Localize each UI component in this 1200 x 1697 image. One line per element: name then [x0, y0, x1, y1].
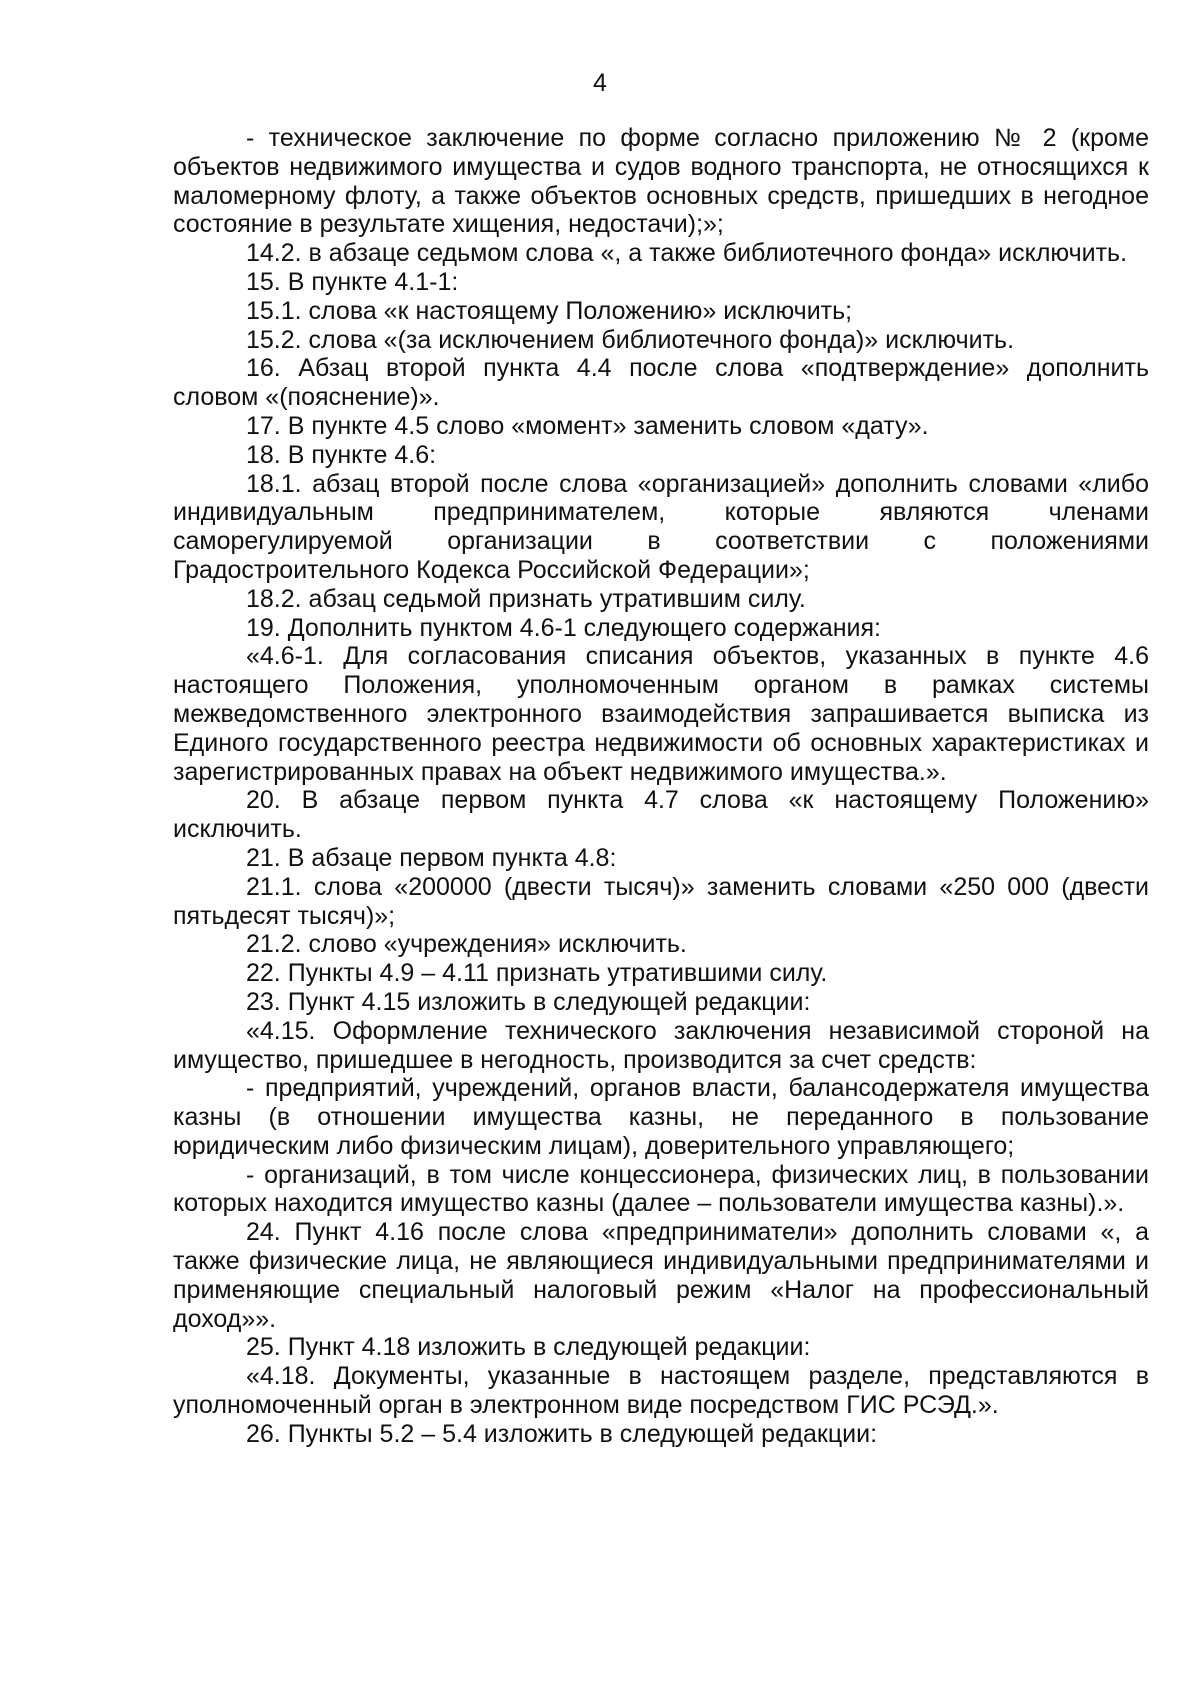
- page-number: 4: [593, 69, 607, 97]
- paragraph: 24. Пункт 4.16 после слова «предприниматели» дополнить словами «, а также физические лица, не являющиеся индивидуальными предпринимателями и применяющие специальный налоговый режим «Налог на профессиональный доход»».: [173, 1218, 1149, 1333]
- paragraph: - предприятий, учреждений, органов власти, балансодержателя имущества казны (в отношении имущества казны, не переданного в пользование юридическим либо физическим лицам), доверительного управляющего;: [173, 1074, 1149, 1160]
- paragraph: 18.1. абзац второй после слова «организацией» дополнить словами «либо индивидуальным предпринимателем, которые являются членами саморегулируемой организации в соответствии с положениями Градостроительного Кодекса Российской Федерации»;: [173, 469, 1149, 584]
- paragraph: 16. Абзац второй пункта 4.4 после слова «подтверждение» дополнить словом «(пояснение)».: [173, 354, 1149, 412]
- paragraph: 17. В пункте 4.5 слово «момент» заменить словом «дату».: [246, 411, 929, 440]
- paragraph: «4.15. Оформление технического заключения независимой стороной на имущество, пришедшее в негодность, производится за счет средств:: [173, 1016, 1149, 1074]
- paragraph: 25. Пункт 4.18 изложить в следующей редакции:: [246, 1333, 811, 1362]
- paragraph: 15.2. слова «(за исключением библиотечного фонда)» исключить.: [246, 325, 1015, 354]
- paragraph: 15.1. слова «к настоящему Положению» исключить;: [246, 296, 853, 325]
- document-body: [173, 124, 1149, 1449]
- paragraph: 15. В пункте 4.1-1:: [246, 267, 459, 296]
- paragraph: «4.18. Документы, указанные в настоящем разделе, представляются в уполномоченный орган в электронном виде посредством ГИС РСЭД.».: [173, 1362, 1149, 1420]
- paragraph: 21.2. слово «учреждения» исключить.: [246, 930, 687, 959]
- paragraph: 21.1. слова «200000 (двести тысяч)» заменить словами «250 000 (двести пятьдесят тысяч)»;: [173, 872, 1149, 930]
- paragraph: - техническое заключение по форме согласно приложению № 2 (кроме объектов недвижимого имущества и судов водного транспорта, не относящихся к маломерному флоту, а также объектов основных средств, пришедших в негодное состояние в результате хищения, недостачи);»;: [173, 124, 1149, 239]
- paragraph: 19. Дополнить пунктом 4.6-1 следующего содержания:: [246, 613, 881, 642]
- paragraph: 21. В абзаце первом пункта 4.8:: [246, 843, 617, 872]
- paragraph: 20. В абзаце первом пункта 4.7 слова «к настоящему Положению» исключить.: [173, 786, 1149, 844]
- paragraph: 18. В пункте 4.6:: [246, 440, 437, 469]
- paragraph: - организаций, в том числе концессионера, физических лиц, в пользовании которых находится имущество казны (далее – пользователи имущества казны).».: [173, 1160, 1149, 1218]
- paragraph: 23. Пункт 4.15 изложить в следующей редакции:: [246, 987, 811, 1016]
- paragraph: «4.6-1. Для согласования списания объектов, указанных в пункте 4.6 настоящего Положения, уполномоченным органом в рамках системы межведомственного электронного взаимодействия запрашивается выписка из Единого государственного реестра недвижимости об основных характеристиках и зарегистрированных правах на объект недвижимого имущества.».: [173, 642, 1149, 786]
- paragraph: 22. Пункты 4.9 – 4.11 признать утратившими силу.: [246, 959, 828, 988]
- paragraph: 14.2. в абзаце седьмом слова «, а также библиотечного фонда» исключить.: [246, 239, 1128, 268]
- paragraph: 18.2. абзац седьмой признать утратившим силу.: [246, 584, 806, 613]
- paragraph: 26. Пункты 5.2 – 5.4 изложить в следующей редакции:: [246, 1419, 878, 1448]
